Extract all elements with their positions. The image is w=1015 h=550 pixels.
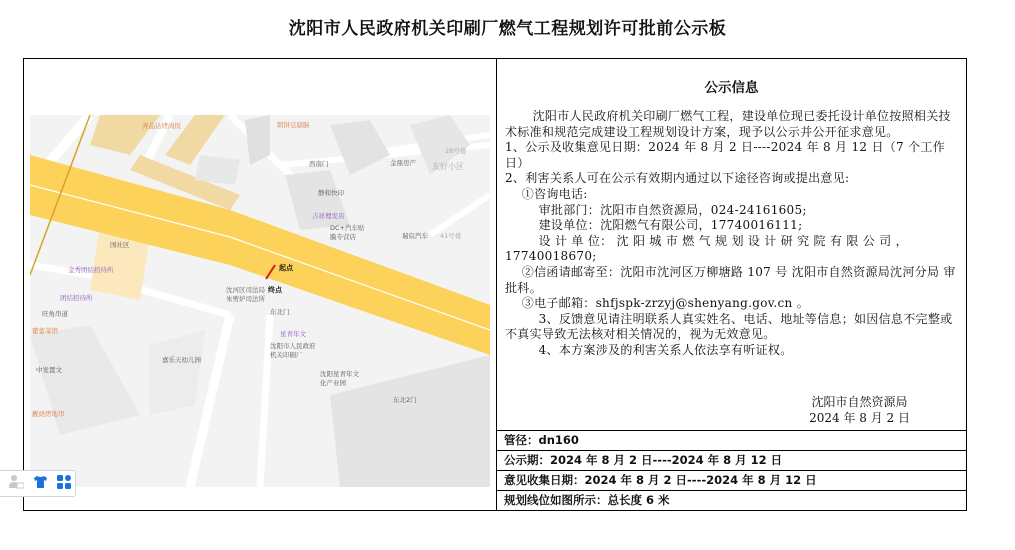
user-count-icon[interactable] xyxy=(8,474,24,494)
end-point-label: 终点 xyxy=(268,285,282,294)
opinion-period-row: 意见收集日期：2024 年 8 月 2 日----2024 年 8 月 12 日 xyxy=(497,470,966,490)
route-map[interactable] xyxy=(30,115,490,487)
floating-toolbar xyxy=(0,470,76,497)
start-point-label: 起点 xyxy=(279,263,293,272)
info-panel xyxy=(497,59,966,510)
mail-address: ②信函请邮寄至：沈阳市沈河区万柳塘路 107 号 沈阳市自然资源局沈河分局 审批科。 xyxy=(505,264,956,295)
item-4: 4、本方案涉及的利害关系人依法享有听证权。 xyxy=(538,342,793,357)
signature-date: 2024 年 8 月 2 日 xyxy=(809,410,910,425)
poi-label[interactable]: 静和快印 xyxy=(318,189,344,197)
signature xyxy=(809,395,910,426)
poi-label[interactable]: 沈河区司法局朱剪炉司法所 xyxy=(226,286,265,303)
construction-unit: 建设单位：沈阳燃气有限公司，17740016111; xyxy=(538,218,803,233)
shirt-icon[interactable] xyxy=(33,474,48,493)
approval-dept: 审批部门：沈阳市自然资源局，024-24161605; xyxy=(538,202,807,217)
intro-paragraph: 沈阳市人民政府机关印刷厂燃气工程，建设单位现已委托设计单位按照相关技术标准和规范完成建设工程规划设计方案，现予以公示并公开征求意见。 xyxy=(505,109,951,139)
notice-content xyxy=(497,59,966,430)
poi-label[interactable]: 团结招待所 xyxy=(60,294,93,302)
notice-board xyxy=(23,58,967,511)
pipe-diameter-row: 管径：dn160 xyxy=(497,430,966,450)
poi-label[interactable]: 国社区 xyxy=(110,241,130,249)
signature-org: 沈阳市自然资源局 xyxy=(811,395,908,409)
item-1: 1、公示及收集意见日期：2024 年 8 月 2 日----2024 年 8 月 12 日（7 个工作日） xyxy=(505,140,946,170)
poi-label: 41号楼 xyxy=(440,232,462,240)
info-heading: 公示信息 xyxy=(704,80,759,96)
poi-label[interactable]: 朗饼豆腐脑 xyxy=(277,121,310,129)
poi-label[interactable]: 星青年文 xyxy=(280,330,306,338)
item-2: 2、利害关系人可在公示有效期内通过以下途径咨询或提出意见: xyxy=(505,171,850,186)
item-3: 3、反馈意见请注明联系人真实姓名、电话、地址等信息；如因信息不完整或不真实导致无法核对相关情况的，视为无效意见。 xyxy=(505,311,953,342)
poi-label[interactable]: 齐品达烤肉饭 xyxy=(142,122,181,130)
page-title: 沈阳市人民政府机关印刷厂燃气工程规划许可批前公示板 xyxy=(288,19,727,39)
design-unit: 设 计 单 位： 沈 阳 城 市 燃 气 规 划 设 计 研 究 院 有 限 公 司 ，17740018670; xyxy=(505,233,908,264)
poi-label: 28号楼 xyxy=(445,147,467,155)
poi-label[interactable]: DC+汽车贴膜专营店 xyxy=(330,224,365,241)
poi-label[interactable]: 吉祥理发店 xyxy=(312,212,345,220)
route-length-row: 规划线位如图所示：总长度 6 米 xyxy=(497,490,966,510)
email-address[interactable]: ③电子邮箱：shfjspk-zrzyj@shenyang.gov.cn 。 xyxy=(521,296,809,311)
poi-label[interactable]: 瑞宸汽车 xyxy=(402,232,428,240)
poi-label[interactable]: 旺角串道 xyxy=(42,310,68,318)
poi-label[interactable]: 金秀团结招待所 xyxy=(68,266,114,274)
poi-label[interactable]: 沈阳市人民政府机关印刷厂 xyxy=(270,342,316,359)
poi-label[interactable]: 靓烧烤地串 xyxy=(32,410,65,418)
poi-label: 友好小区 xyxy=(432,162,464,171)
map-cell xyxy=(24,59,497,510)
poi-label[interactable]: 藿蕾菜馆 xyxy=(32,327,58,335)
poi-label[interactable]: 东北门 xyxy=(270,308,290,316)
poi-label[interactable]: 中发置文 xyxy=(36,366,62,374)
poi-label[interactable]: 沈阳星青年文化产业园 xyxy=(320,370,359,387)
poi-label[interactable]: 金鼎房产 xyxy=(390,159,416,167)
grid-apps-icon[interactable] xyxy=(57,474,71,493)
poi-label[interactable]: 西南门 xyxy=(309,160,329,168)
poi-label[interactable]: 东北2门 xyxy=(393,396,417,404)
poi-label[interactable]: 嘉乐天幼儿园 xyxy=(162,356,201,364)
consult-label: ①咨询电话: xyxy=(521,186,588,201)
publicity-period-row: 公示期：2024 年 8 月 2 日----2024 年 8 月 12 日 xyxy=(497,450,966,470)
